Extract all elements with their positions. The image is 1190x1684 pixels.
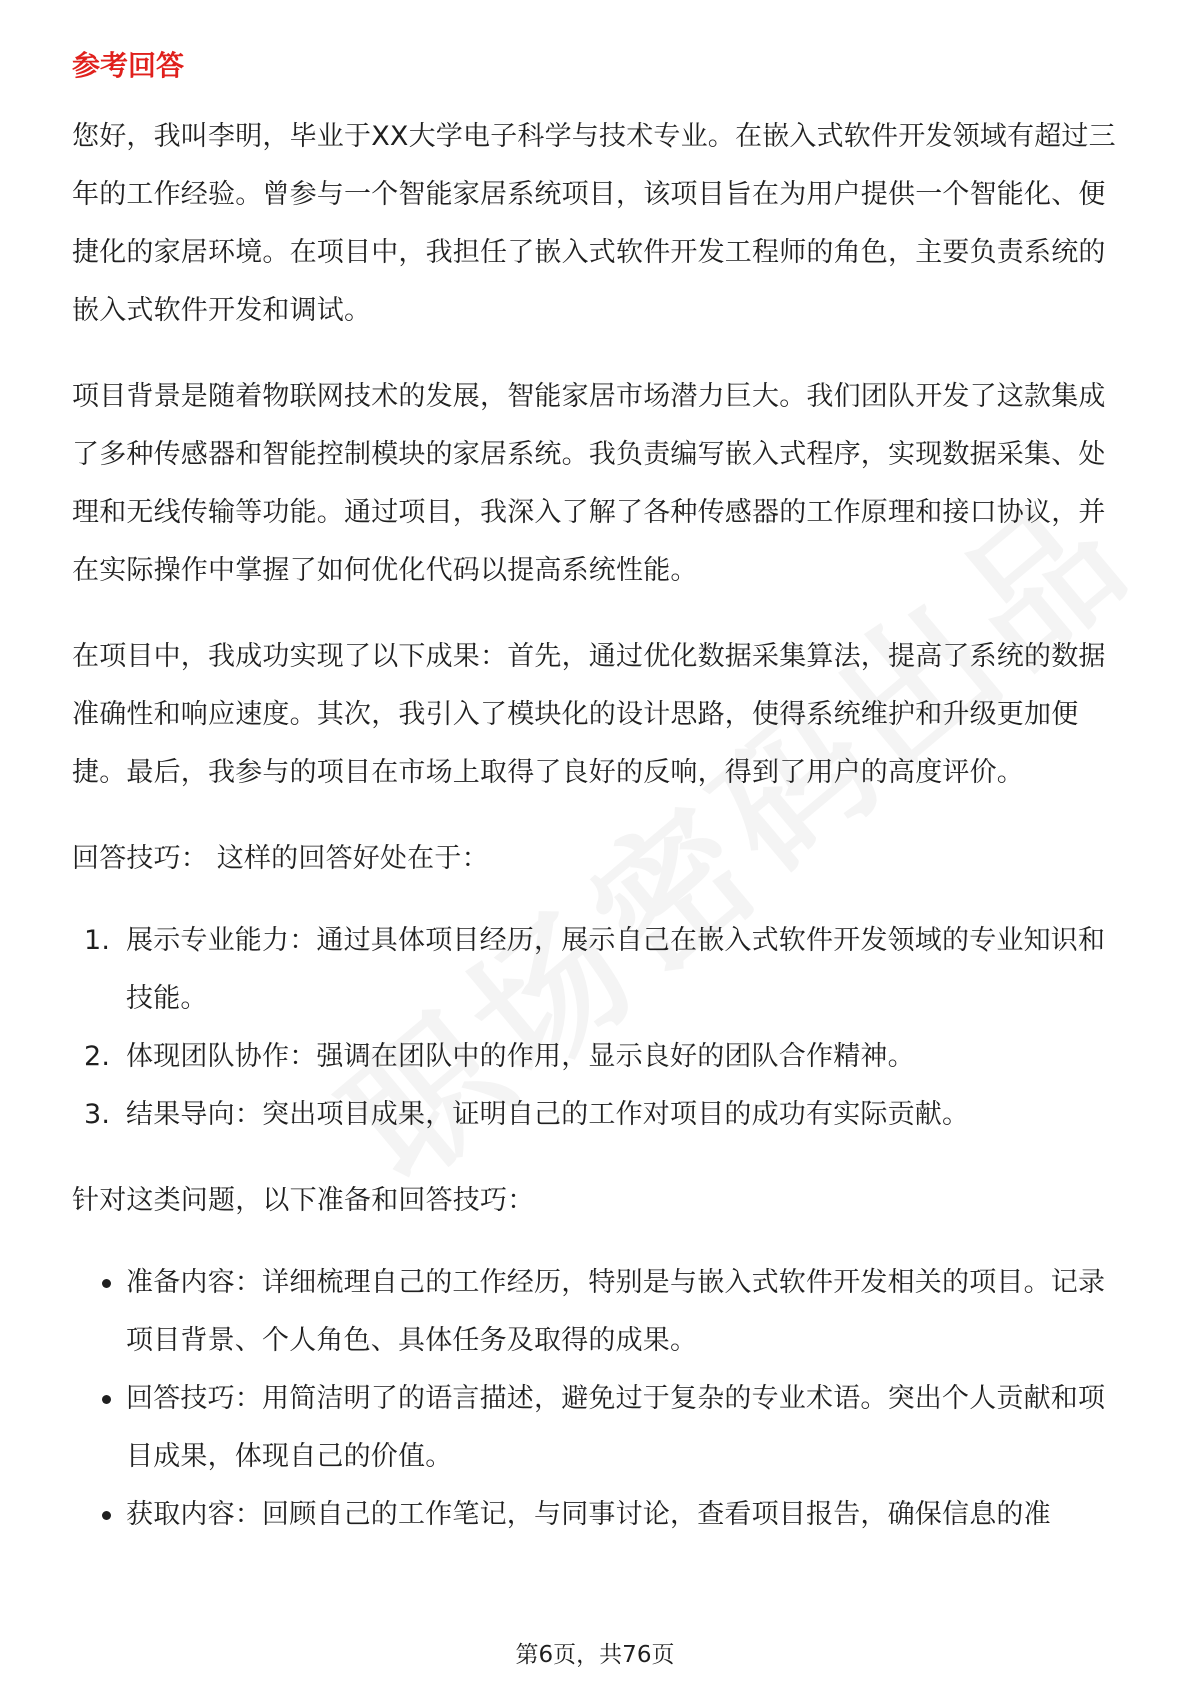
- paragraph-background: 项目背景是随着物联网技术的发展，智能家居市场潜力巨大。我们团队开发了这款集成了多种传感器和智能控制模块的家居系统。我负责编写嵌入式程序，实现数据采集、处理和无线传输等功能。通过项目，我深入了解了各种传感器的工作原理和接口协议，并在实际操作中掌握了如何优化代码以提高系统性能。: [72, 381, 1106, 586]
- section-title: 参考回答: [72, 49, 185, 82]
- tips-list: [72, 912, 1132, 1144]
- list-item-text: 体现团队协作：强调在团队中的作用，显示良好的团队合作精神。: [126, 1041, 915, 1072]
- list-item-text: 获取内容：回顾自己的工作笔记，与同事讨论，查看项目报告，确保信息的准: [126, 1499, 1051, 1530]
- bullet-icon: [102, 1395, 111, 1404]
- page-content: [72, 46, 1132, 1572]
- bullet-icon: [102, 1279, 111, 1288]
- prep-intro: 针对这类问题，以下准备和回答技巧：: [72, 1185, 535, 1216]
- list-item: [72, 912, 1132, 1028]
- paragraph-achievements: 在项目中，我成功实现了以下成果：首先，通过优化数据采集算法，提高了系统的数据准确性和响应速度。其次，我引入了模块化的设计思路，使得系统维护和升级更加便捷。最后，我参与的项目在市场上取得了良好的反响，得到了用户的高度评价。: [72, 641, 1106, 788]
- list-item-text: 展示专业能力：通过具体项目经历，展示自己在嵌入式软件开发领域的专业知识和技能。: [126, 925, 1106, 1014]
- paragraph-intro: 您好，我叫李明，毕业于XX大学电子科学与技术专业。在嵌入式软件开发领域有超过三年的工作经验。曾参与一个智能家居系统项目，该项目旨在为用户提供一个智能化、便捷化的家居环境。在项目中，我担任了嵌入式软件开发工程师的角色，主要负责系统的嵌入式软件开发和调试。: [72, 121, 1116, 326]
- tips-intro: 回答技巧： 这样的回答好处在于：: [72, 843, 489, 874]
- list-item-text: 回答技巧：用简洁明了的语言描述，避免过于复杂的专业术语。突出个人贡献和项目成果，体现自己的价值。: [126, 1383, 1106, 1472]
- list-item-text: 准备内容：详细梳理自己的工作经历，特别是与嵌入式软件开发相关的项目。记录项目背景、个人角色、具体任务及取得的成果。: [126, 1267, 1106, 1356]
- bullet-icon: [102, 1511, 111, 1520]
- prep-list: [72, 1254, 1132, 1544]
- list-item: [72, 1254, 1132, 1370]
- list-number: 1.: [84, 925, 111, 956]
- list-item: [72, 1086, 1132, 1144]
- page-number: 第6页，共76页: [515, 1642, 675, 1668]
- list-number: 2.: [84, 1041, 111, 1072]
- list-item-text: 结果导向：突出项目成果，证明自己的工作对项目的成功有实际贡献。: [126, 1099, 970, 1130]
- list-item: [72, 1370, 1132, 1486]
- list-item: [72, 1486, 1132, 1544]
- list-item: [72, 1028, 1132, 1086]
- list-number: 3.: [84, 1099, 111, 1130]
